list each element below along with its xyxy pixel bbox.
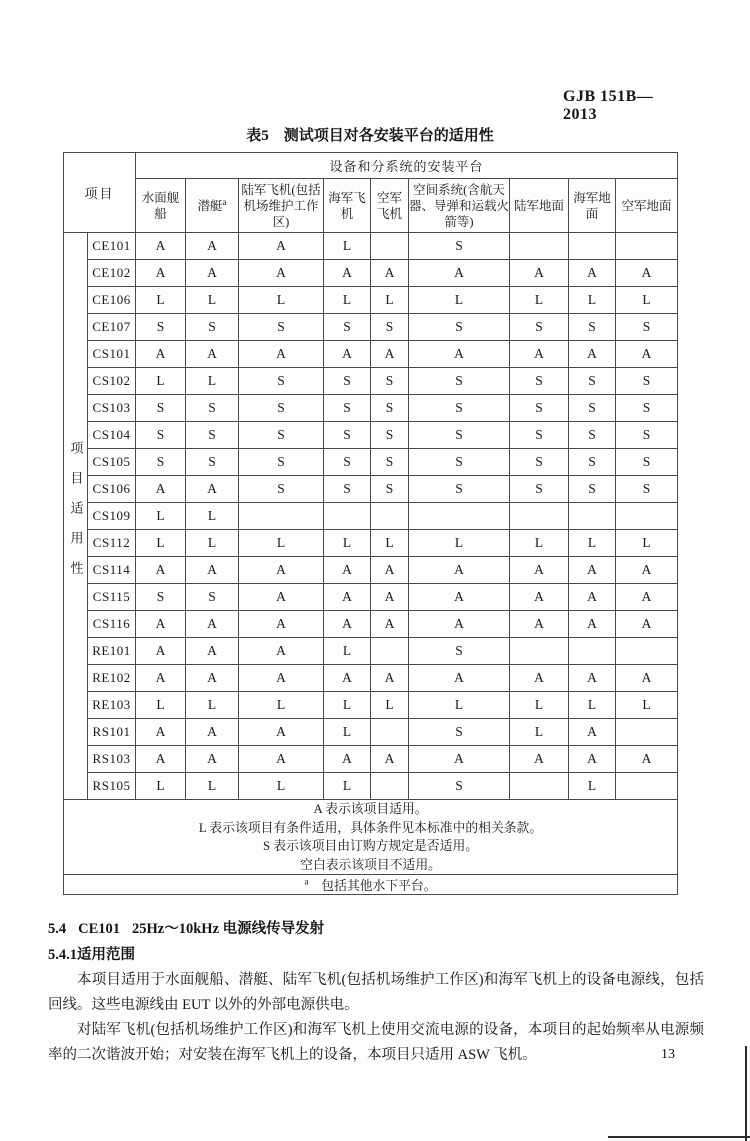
applicability-cell: A <box>616 584 678 611</box>
item-cell: CE102 <box>88 260 136 287</box>
applicability-cell: S <box>616 368 678 395</box>
applicability-cell: S <box>371 422 409 449</box>
applicability-cell: S <box>324 368 371 395</box>
applicability-cell: A <box>136 611 186 638</box>
applicability-cell: L <box>239 530 324 557</box>
applicability-cell: A <box>186 638 239 665</box>
applicability-cell <box>371 773 409 800</box>
table-row-CS104 <box>64 422 678 449</box>
applicability-cell: A <box>409 260 510 287</box>
platform-header-8: 空军地面 <box>616 179 678 233</box>
applicability-cell: A <box>186 557 239 584</box>
applicability-cell: A <box>616 611 678 638</box>
item-cell: RS103 <box>88 746 136 773</box>
applicability-cell: L <box>616 287 678 314</box>
section-code: CE101 <box>78 921 121 937</box>
applicability-cell: A <box>136 746 186 773</box>
applicability-cell: A <box>136 638 186 665</box>
applicability-cell: S <box>510 449 569 476</box>
applicability-cell: A <box>371 341 409 368</box>
applicability-cell: A <box>409 557 510 584</box>
applicability-cell: A <box>239 584 324 611</box>
item-cell: CS115 <box>88 584 136 611</box>
applicability-cell: S <box>324 422 371 449</box>
applicability-cell: A <box>616 665 678 692</box>
item-cell: CS101 <box>88 341 136 368</box>
applicability-cell <box>409 503 510 530</box>
table-row-CS103 <box>64 395 678 422</box>
legend-line: 空白表示该项目不适用。 <box>300 857 441 872</box>
applicability-cell <box>371 719 409 746</box>
platform-header-0: 水面舰船 <box>136 179 186 233</box>
applicability-cell: L <box>324 233 371 260</box>
table-row-RE101 <box>64 638 678 665</box>
applicability-cell: L <box>136 503 186 530</box>
applicability-cell: L <box>371 530 409 557</box>
applicability-cell: A <box>616 557 678 584</box>
applicability-cell: A <box>371 557 409 584</box>
applicability-cell: A <box>510 665 569 692</box>
applicability-cell: A <box>371 611 409 638</box>
applicability-cell: S <box>409 368 510 395</box>
applicability-cell <box>510 638 569 665</box>
item-cell: CS109 <box>88 503 136 530</box>
applicability-cell: S <box>324 314 371 341</box>
applicability-cell: A <box>616 746 678 773</box>
applicability-cell: L <box>324 638 371 665</box>
paragraph-scope-1: 本项目适用于水面舰船、潜艇、陆军飞机(包括机场维护工作区)和海军飞机上的设备电源线，包括回线。这些电源线由 EUT 以外的外部电源供电。 <box>48 972 704 1013</box>
applicability-cell <box>371 503 409 530</box>
applicability-cell: L <box>239 692 324 719</box>
platform-header-6: 陆军地面 <box>510 179 569 233</box>
applicability-cell: A <box>510 260 569 287</box>
applicability-cell: L <box>324 287 371 314</box>
applicability-cell: S <box>510 368 569 395</box>
item-cell: RS105 <box>88 773 136 800</box>
applicability-cell: L <box>569 692 616 719</box>
item-cell: CS103 <box>88 395 136 422</box>
applicability-cell: L <box>324 530 371 557</box>
scan-edge-right <box>745 1046 747 1141</box>
applicability-cell <box>510 233 569 260</box>
item-cell: RS101 <box>88 719 136 746</box>
table-row-CS109 <box>64 503 678 530</box>
applicability-cell: L <box>186 530 239 557</box>
applicability-cell: A <box>616 341 678 368</box>
section-number: 5.4 <box>48 921 67 937</box>
applicability-cell <box>616 773 678 800</box>
applicability-cell: L <box>136 287 186 314</box>
applicability-cell: A <box>510 611 569 638</box>
table-row-CS114 <box>64 557 678 584</box>
applicability-cell: A <box>371 746 409 773</box>
table-row-CS116 <box>64 611 678 638</box>
item-cell: CS116 <box>88 611 136 638</box>
applicability-cell: L <box>136 773 186 800</box>
table-row-RS103 <box>64 746 678 773</box>
applicability-cell: L <box>569 773 616 800</box>
applicability-cell: A <box>324 260 371 287</box>
applicability-cell: A <box>371 665 409 692</box>
table-row-CS101 <box>64 341 678 368</box>
applicability-cell: L <box>136 530 186 557</box>
subsection-number: 5.4.1 <box>48 947 77 963</box>
applicability-cell: L <box>510 530 569 557</box>
applicability-cell: L <box>510 287 569 314</box>
item-cell: CE101 <box>88 233 136 260</box>
applicability-cell: S <box>409 233 510 260</box>
applicability-cell: A <box>324 341 371 368</box>
applicability-cell: S <box>239 314 324 341</box>
item-cell: CS106 <box>88 476 136 503</box>
applicability-cell: S <box>186 422 239 449</box>
applicability-cell: A <box>186 260 239 287</box>
applicability-cell: A <box>239 260 324 287</box>
page-number: 13 <box>661 1047 675 1062</box>
applicability-cell <box>616 719 678 746</box>
applicability-cell: L <box>186 368 239 395</box>
platform-header-7: 海军地面 <box>569 179 616 233</box>
applicability-cell: S <box>136 422 186 449</box>
applicability-cell: L <box>616 530 678 557</box>
applicability-cell <box>371 638 409 665</box>
applicability-cell: A <box>239 719 324 746</box>
applicability-cell: S <box>409 449 510 476</box>
applicability-cell: S <box>616 476 678 503</box>
applicability-cell: L <box>186 773 239 800</box>
applicability-cell: A <box>186 611 239 638</box>
applicability-cell: S <box>569 449 616 476</box>
applicability-cell: A <box>409 665 510 692</box>
applicability-cell: A <box>239 746 324 773</box>
item-column-header: 项目 <box>64 153 136 233</box>
applicability-cell: S <box>324 449 371 476</box>
applicability-cell: S <box>136 584 186 611</box>
applicability-cell: A <box>186 476 239 503</box>
table-row-CS106 <box>64 476 678 503</box>
applicability-cell: A <box>136 665 186 692</box>
paragraph-scope-2: 对陆军飞机(包括机场维护工作区)和海军飞机上使用交流电源的设备，本项目的起始频率从电源频率的二次谐波开始；对安装在海军飞机上的设备，本项目只适用 ASW 飞机。 <box>48 1022 704 1063</box>
item-cell: CS105 <box>88 449 136 476</box>
item-cell: RE102 <box>88 665 136 692</box>
footnote-marker: a <box>304 876 309 887</box>
applicability-cell <box>239 503 324 530</box>
applicability-cell: S <box>409 422 510 449</box>
section-title: 25Hz～10kHz 电源线传导发射 <box>132 921 325 937</box>
applicability-cell <box>616 638 678 665</box>
table-title: 表5 测试项目对各安装平台的适用性 <box>246 128 494 144</box>
applicability-cell: S <box>409 773 510 800</box>
applicability-cell: S <box>616 314 678 341</box>
applicability-cell: A <box>186 341 239 368</box>
applicability-cell: A <box>569 557 616 584</box>
applicability-cell: A <box>239 665 324 692</box>
item-cell: RE103 <box>88 692 136 719</box>
applicability-cell: A <box>569 341 616 368</box>
applicability-cell: A <box>324 746 371 773</box>
table-row-RE102 <box>64 665 678 692</box>
applicability-cell: A <box>409 584 510 611</box>
applicability-cell: A <box>324 557 371 584</box>
applicability-cell: L <box>409 530 510 557</box>
applicability-cell <box>616 503 678 530</box>
table-row-CS105 <box>64 449 678 476</box>
applicability-cell: S <box>239 395 324 422</box>
applicability-cell: A <box>136 719 186 746</box>
applicability-cell <box>510 773 569 800</box>
applicability-cell: L <box>324 692 371 719</box>
table-row-CS112 <box>64 530 678 557</box>
footnote-row <box>64 875 678 895</box>
applicability-cell: S <box>186 314 239 341</box>
applicability-cell: S <box>371 314 409 341</box>
applicability-cell: A <box>510 341 569 368</box>
applicability-cell <box>510 503 569 530</box>
item-cell: CS112 <box>88 530 136 557</box>
applicability-cell: L <box>239 773 324 800</box>
table-row-CE107 <box>64 314 678 341</box>
applicability-cell: A <box>239 341 324 368</box>
applicability-cell: A <box>136 341 186 368</box>
applicability-cell: S <box>371 395 409 422</box>
applicability-cell: A <box>569 719 616 746</box>
applicability-cell: A <box>569 746 616 773</box>
applicability-cell: S <box>371 449 409 476</box>
applicability-cell: S <box>616 422 678 449</box>
applicability-cell: S <box>569 476 616 503</box>
applicability-cell: L <box>569 530 616 557</box>
applicability-cell: A <box>239 638 324 665</box>
applicability-cell: S <box>239 476 324 503</box>
applicability-cell: S <box>239 422 324 449</box>
applicability-cell: S <box>569 395 616 422</box>
applicability-cell: S <box>239 368 324 395</box>
applicability-cell: S <box>569 422 616 449</box>
applicability-cell: L <box>510 719 569 746</box>
table-row-CE106 <box>64 287 678 314</box>
applicability-cell: S <box>371 368 409 395</box>
applicability-cell: L <box>136 692 186 719</box>
table-row-CS115 <box>64 584 678 611</box>
applicability-cell <box>616 233 678 260</box>
applicability-cell: A <box>510 557 569 584</box>
applicability-cell: S <box>136 395 186 422</box>
legend-line: A 表示该项目适用。 <box>313 802 428 816</box>
applicability-cell: A <box>136 260 186 287</box>
applicability-cell <box>324 503 371 530</box>
applicability-cell: A <box>324 665 371 692</box>
item-cell: CE107 <box>88 314 136 341</box>
legend-line: L 表示该项目有条件适用，具体条件见本标准中的相关条款。 <box>198 820 543 835</box>
applicability-cell: S <box>409 476 510 503</box>
scan-edge-bottom <box>608 1136 750 1138</box>
platform-header-3: 海军飞机 <box>324 179 371 233</box>
applicability-cell: S <box>409 314 510 341</box>
applicability-cell: A <box>569 260 616 287</box>
item-cell: RE101 <box>88 638 136 665</box>
applicability-cell: L <box>616 692 678 719</box>
applicability-cell: A <box>409 611 510 638</box>
applicability-cell: A <box>136 233 186 260</box>
applicability-cell: S <box>239 449 324 476</box>
applicability-cell: S <box>136 449 186 476</box>
applicability-cell: L <box>409 287 510 314</box>
table-row-RE103 <box>64 692 678 719</box>
item-cell: CS102 <box>88 368 136 395</box>
applicability-cell: L <box>371 287 409 314</box>
side-label-cell <box>64 233 88 800</box>
section-text-block <box>48 916 704 1068</box>
table-row-RS101 <box>64 719 678 746</box>
applicability-cell: S <box>324 476 371 503</box>
applicability-cell: A <box>569 665 616 692</box>
applicability-cell: A <box>136 476 186 503</box>
applicability-cell: S <box>324 395 371 422</box>
applicability-table <box>63 152 678 895</box>
applicability-cell: S <box>569 314 616 341</box>
applicability-cell: S <box>616 395 678 422</box>
applicability-cell: L <box>186 692 239 719</box>
applicability-cell: A <box>616 260 678 287</box>
applicability-cell <box>569 638 616 665</box>
applicability-cell: A <box>510 584 569 611</box>
applicability-cell: L <box>569 287 616 314</box>
platform-header-4: 空军飞机 <box>371 179 409 233</box>
legend-row <box>64 800 678 875</box>
applicability-cell: S <box>616 449 678 476</box>
table-row-CS102 <box>64 368 678 395</box>
applicability-cell: L <box>324 719 371 746</box>
applicability-cell: A <box>239 611 324 638</box>
applicability-cell: L <box>510 692 569 719</box>
applicability-cell: A <box>371 584 409 611</box>
applicability-cell: S <box>510 476 569 503</box>
item-cell: CS104 <box>88 422 136 449</box>
applicability-cell: S <box>371 476 409 503</box>
platform-header-5: 空间系统(含航天器、导弹和运载火箭等) <box>409 179 510 233</box>
applicability-cell: L <box>371 692 409 719</box>
applicability-cell: S <box>409 719 510 746</box>
applicability-cell <box>569 233 616 260</box>
applicability-cell: A <box>186 746 239 773</box>
applicability-cell: A <box>186 665 239 692</box>
table-row-CE102 <box>64 260 678 287</box>
applicability-cell: A <box>371 260 409 287</box>
applicability-cell: L <box>409 692 510 719</box>
table-row-CE101 <box>64 233 678 260</box>
applicability-cell: S <box>186 449 239 476</box>
applicability-cell: L <box>239 287 324 314</box>
applicability-cell: S <box>186 584 239 611</box>
applicability-cell: A <box>186 233 239 260</box>
applicability-cell: L <box>186 503 239 530</box>
applicability-cell <box>371 233 409 260</box>
platform-header-2: 陆军飞机(包括机场维护工作区) <box>239 179 324 233</box>
applicability-cell: A <box>239 557 324 584</box>
applicability-cell: A <box>569 584 616 611</box>
applicability-cell: A <box>569 611 616 638</box>
applicability-cell: S <box>136 314 186 341</box>
footnote-cell: $^a$ 包括其他水下平台。 <box>64 875 678 895</box>
applicability-cell: A <box>324 611 371 638</box>
applicability-cell: S <box>186 395 239 422</box>
applicability-cell <box>569 503 616 530</box>
applicability-cell: A <box>239 233 324 260</box>
applicability-cell: A <box>409 341 510 368</box>
applicability-cell: S <box>569 368 616 395</box>
applicability-cell: S <box>409 395 510 422</box>
applicability-cell: S <box>510 395 569 422</box>
platform-group-header: 设备和分系统的安装平台 <box>136 153 678 179</box>
item-cell: CS114 <box>88 557 136 584</box>
legend-cell <box>64 800 678 875</box>
section-heading-5-4-1 <box>48 942 704 968</box>
applicability-cell: S <box>510 422 569 449</box>
table-row-RS105 <box>64 773 678 800</box>
applicability-cell: L <box>324 773 371 800</box>
applicability-cell: L <box>186 287 239 314</box>
applicability-cell: A <box>324 584 371 611</box>
legend-line: S 表示该项目由订购方规定是否适用。 <box>262 839 479 853</box>
applicability-cell: A <box>409 746 510 773</box>
standard-number: GJB 151B—2013 <box>563 88 654 123</box>
applicability-cell: S <box>409 638 510 665</box>
item-cell: CE106 <box>88 287 136 314</box>
applicability-cell: S <box>510 314 569 341</box>
section-heading-5-4 <box>48 916 704 942</box>
applicability-cell: A <box>186 719 239 746</box>
side-label: 项目适用性 <box>68 441 84 591</box>
platform-header-1: 潜艇$^a$ <box>186 179 239 233</box>
subsection-title: 适用范围 <box>77 947 135 963</box>
applicability-cell: L <box>136 368 186 395</box>
applicability-cell: A <box>136 557 186 584</box>
applicability-cell: A <box>510 746 569 773</box>
